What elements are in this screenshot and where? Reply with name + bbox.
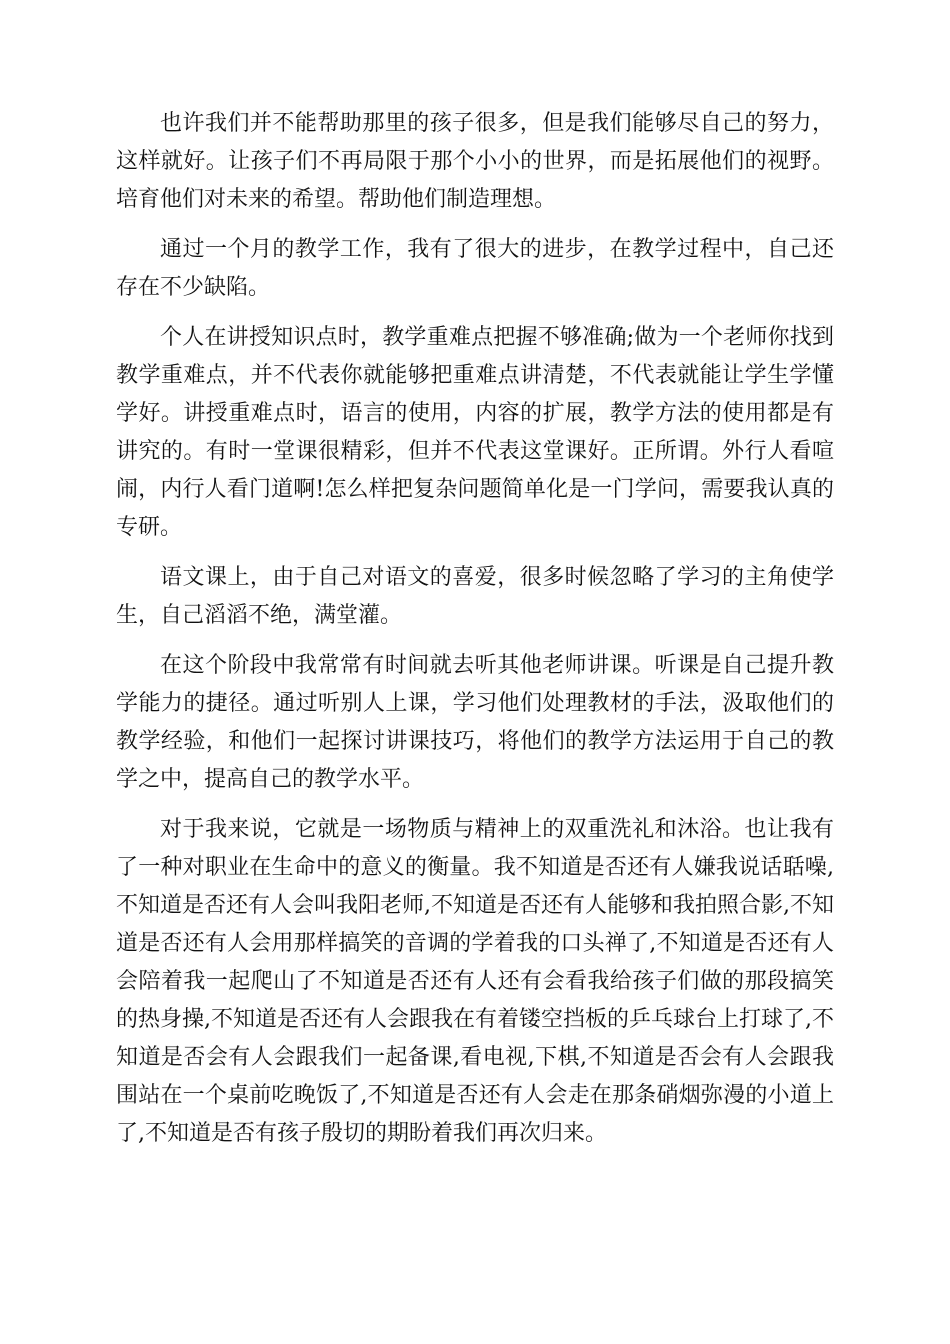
document-body: [116, 105, 834, 1165]
paragraph-1: 也许我们并不能帮助那里的孩子很多，但是我们能够尽自己的努力，这样就好。让孩子们不再局限于那个小小的世界，而是拓展他们的视野。培育他们对未来的希望。帮助他们制造理想。: [116, 111, 834, 212]
paragraph-4: 语文课上，由于自己对语文的喜爱，很多时候忽略了学习的主角使学生，自己滔滔不绝，满堂灌。: [116, 565, 834, 628]
paragraph-2: 通过一个月的教学工作，我有了很大的进步，在教学过程中，自己还存在不少缺陷。: [116, 237, 834, 300]
paragraph-3: 个人在讲授知识点时，教学重难点把握不够准确;做为一个老师你找到教学重难点，并不代表你就能够把重难点讲清楚，不代表就能让学生学懂学好。讲授重难点时，语言的使用，内容的扩展，教学方法的使用都是有讲究的。有时一堂课很精彩，但并不代表这堂课好。正所谓。外行人看喧闹，内行人看门道啊!怎么样把复杂问题简单化是一门学问，需要我认真的专研。: [116, 325, 834, 540]
paragraph-5: 在这个阶段中我常常有时间就去听其他老师讲课。听课是自己提升教学能力的捷径。通过听别人上课，学习他们处理教材的手法，汲取他们的教学经验，和他们一起探讨讲课技巧，将他们的教学方法运用于自己的教学之中，提高自己的教学水平。: [116, 653, 834, 792]
paragraph-6: 对于我来说，它就是一场物质与精神上的双重洗礼和沐浴。也让我有了一种对职业在生命中的意义的衡量。我不知道是否还有人嫌我说话聒噪,不知道是否还有人会叫我阳老师,不知道是否还有人能够和我拍照合影,不知道是否还有人会用那样搞笑的音调的学着我的口头禅了,不知道是否还有人会陪着我一起爬山了不知道是否还有人还有会看我给孩子们做的那段搞笑的热身操,不知道是否还有人会跟我在有着镂空挡板的乒乓球台上打球了,不知道是否会有人会跟我们一起备课,看电视,下棋,不知道是否会有人会跟我围站在一个桌前吃晚饭了,不知道是否还有人会走在那条硝烟弥漫的小道上了,不知道是否有孩子殷切的期盼着我们再次归来。: [116, 817, 834, 1146]
